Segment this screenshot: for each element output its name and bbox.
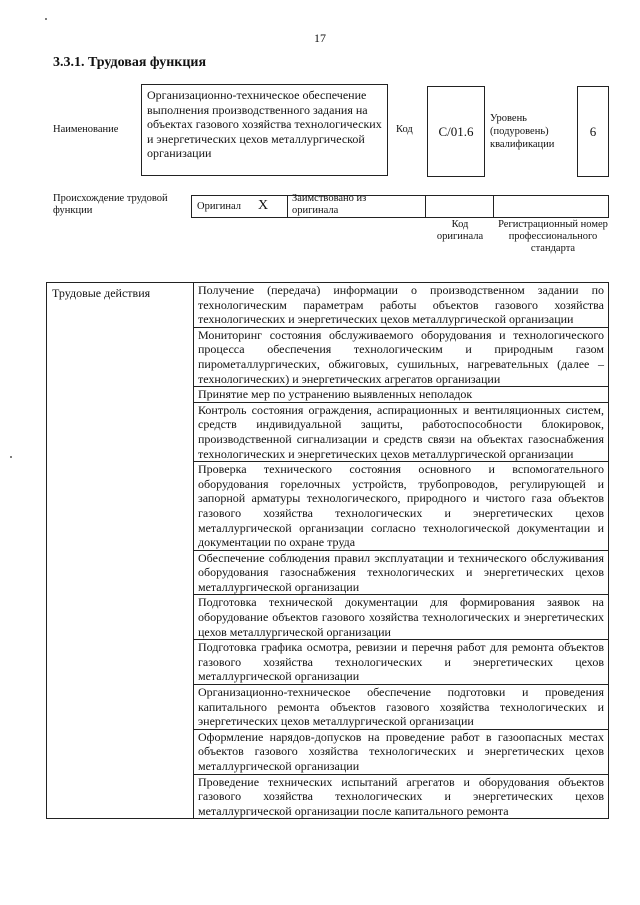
labor-action-item: Обеспечение соблюдения правил эксплуатации и технического обслуживания оборудования газоснабжения технологических и энергетических цехов металлургической организации: [194, 550, 609, 595]
labor-action-item: Организационно-техническое обеспечение подготовки и проведения капитального ремонта объектов газового хозяйства технологических и энергетических цехов металлургической организации: [194, 685, 609, 730]
code-label: Код: [396, 124, 413, 135]
labor-action-item: Получение (передача) информации о производственном задании по технологическим параметрам работы объектов газового хозяйства технологических и энергетических цехов металлургической организации: [194, 283, 609, 328]
borrowed-cell: [287, 195, 426, 218]
name-label: Наименование: [53, 124, 119, 135]
reg-number-cell: [493, 195, 609, 218]
borrowed-label: Заимствовано из оригинала: [292, 193, 367, 216]
page-number: 17: [314, 31, 326, 45]
scan-mark: [10, 456, 12, 458]
labor-action-item: Контроль состояния ограждения, аспирационных и вентиляционных систем, средств индивидуальной защиты, работоспособности блокировок, производственной сигнализации и средств связи на объектах газоснабжения технологических и энергетических цехов металлургической организации: [194, 402, 609, 461]
labor-action-item: Оформление нарядов-допусков на проведение работ в газоопасных местах объектов газового хозяйства технологических и энергетических цехов металлургической организации: [194, 729, 609, 774]
labor-actions-table: [46, 282, 609, 819]
origin-label: Происхождение трудовой функции: [53, 193, 168, 216]
reg-number-label: Регистрационный номер профессионального стандарта: [498, 219, 608, 254]
original-label: Оригинал: [197, 201, 241, 212]
labor-action-item: Мониторинг состояния обслуживаемого оборудования и технологического процесса обеспечения технологическим и природным газом пирометаллургических, обжиговых, сушильных, нагревательных (далее – технологических) и энергетических агрегатов организации: [194, 327, 609, 386]
table-row: [47, 283, 609, 328]
original-mark: X: [258, 198, 269, 213]
function-name-box: Организационно-техническое обеспечение выполнения производственного задания на объектах газового хозяйства технологических и энергетических цехов металлургической организации: [141, 84, 388, 176]
labor-action-item: Подготовка технической документации для формирования заявок на оборудование объектов газового хозяйства технологических и энергетических цехов металлургической организации: [194, 595, 609, 640]
origin-code-cell: [425, 195, 494, 218]
origin-code-label: Код оригинала: [436, 219, 484, 242]
scan-mark: [45, 18, 47, 20]
labor-actions-label: Трудовые действия: [47, 283, 194, 819]
level-value-box: 6: [577, 86, 609, 177]
labor-action-item: Проведение технических испытаний агрегатов и оборудования объектов газового хозяйства технологических и энергетических цехов металлургической организации после капитального ремонта: [194, 774, 609, 819]
code-value-box: C/01.6: [427, 86, 485, 177]
labor-action-item: Принятие мер по устранению выявленных неполадок: [194, 387, 609, 403]
labor-action-item: Подготовка графика осмотра, ревизии и перечня работ для ремонта объектов газового хозяйства технологических и энергетических цехов металлургической организации: [194, 640, 609, 685]
labor-action-item: Проверка технического состояния основного и вспомогательного оборудования горелочных устройств, трубопроводов, регулирующей и запорной арматуры технологического, природного и чистого газа объектов газового хозяйства технологических и энергетических цехов металлургической организации согласно технологической документации и документации по охране труда: [194, 462, 609, 551]
section-title: 3.3.1. Трудовая функция: [53, 55, 207, 70]
original-cell: [191, 195, 288, 218]
level-label: Уровень (подуровень) квалификации: [490, 113, 555, 150]
